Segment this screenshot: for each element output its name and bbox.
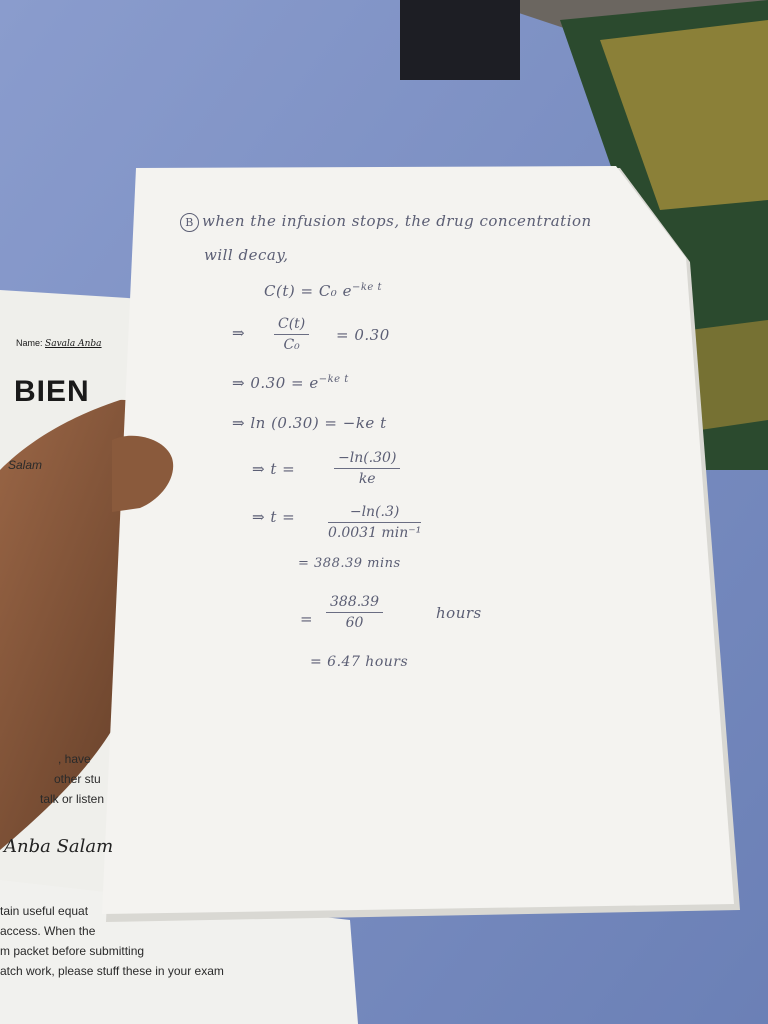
name-label: Name: Savala Anba bbox=[16, 338, 102, 349]
line-ln: ⇒ ln (0.30) = −ke t bbox=[232, 414, 387, 432]
equation-exponent: −ke t bbox=[351, 282, 383, 293]
line-exp-eq bbox=[232, 374, 349, 392]
fragment-4: tain useful equat bbox=[0, 904, 89, 918]
fragment-5: access. When the bbox=[0, 924, 96, 938]
line-t-1: ⇒ t = bbox=[252, 460, 296, 478]
line-equation bbox=[264, 282, 382, 300]
frac4-den: 60 bbox=[345, 615, 364, 631]
frac4-num: 388.39 bbox=[326, 594, 383, 613]
fraction-min-to-hours bbox=[326, 594, 383, 631]
fraction-ln-ke bbox=[334, 450, 400, 487]
name-value: Savala Anba bbox=[45, 339, 102, 349]
fragment-1: , have bbox=[58, 752, 91, 766]
line-minutes: = 388.39 mins bbox=[298, 556, 401, 571]
line-ratio-value: = 0.30 bbox=[336, 326, 390, 344]
frac1-num: C(t) bbox=[274, 316, 309, 335]
frac1-den: C₀ bbox=[283, 337, 300, 353]
dark-object bbox=[400, 0, 520, 80]
exp-eq-base: ⇒ 0.30 = e bbox=[232, 374, 319, 392]
signature: Anba Salam bbox=[4, 836, 114, 857]
frac2-num: −ln(.30) bbox=[334, 450, 400, 469]
line-result: = 6.47 hours bbox=[310, 654, 409, 670]
frac3-den: 0.0031 min⁻¹ bbox=[328, 525, 422, 541]
heading-text: when the infusion stops, the drug concentration bbox=[202, 212, 592, 230]
fraction-ln-k-value bbox=[328, 504, 421, 541]
fragment-2: other stu bbox=[54, 772, 101, 786]
salam-fragment: Salam bbox=[8, 458, 43, 472]
line-hours-label: hours bbox=[436, 604, 482, 622]
title-fragment: BIEN bbox=[14, 375, 90, 408]
equation-base: C(t) = C₀ e bbox=[264, 282, 352, 300]
line-decay: will decay, bbox=[204, 246, 289, 264]
fragment-3: talk or listen bbox=[40, 792, 105, 806]
worksheet-heading bbox=[180, 212, 592, 232]
fraction-ct-c0 bbox=[274, 316, 309, 353]
exp-eq-exponent: −ke t bbox=[318, 374, 349, 385]
line-t-2: ⇒ t = bbox=[252, 508, 296, 526]
frac3-num: −ln(.3) bbox=[328, 504, 421, 523]
line-arrow-1: ⇒ bbox=[232, 324, 246, 342]
line-equals: = bbox=[300, 610, 314, 628]
question-marker: B bbox=[180, 213, 199, 232]
frac2-den: ke bbox=[358, 471, 376, 487]
prayer-rug-border bbox=[690, 320, 768, 430]
fragment-6: m packet before submitting bbox=[0, 944, 145, 958]
fragment-7: atch work, please stuff these in your exam bbox=[0, 964, 224, 978]
